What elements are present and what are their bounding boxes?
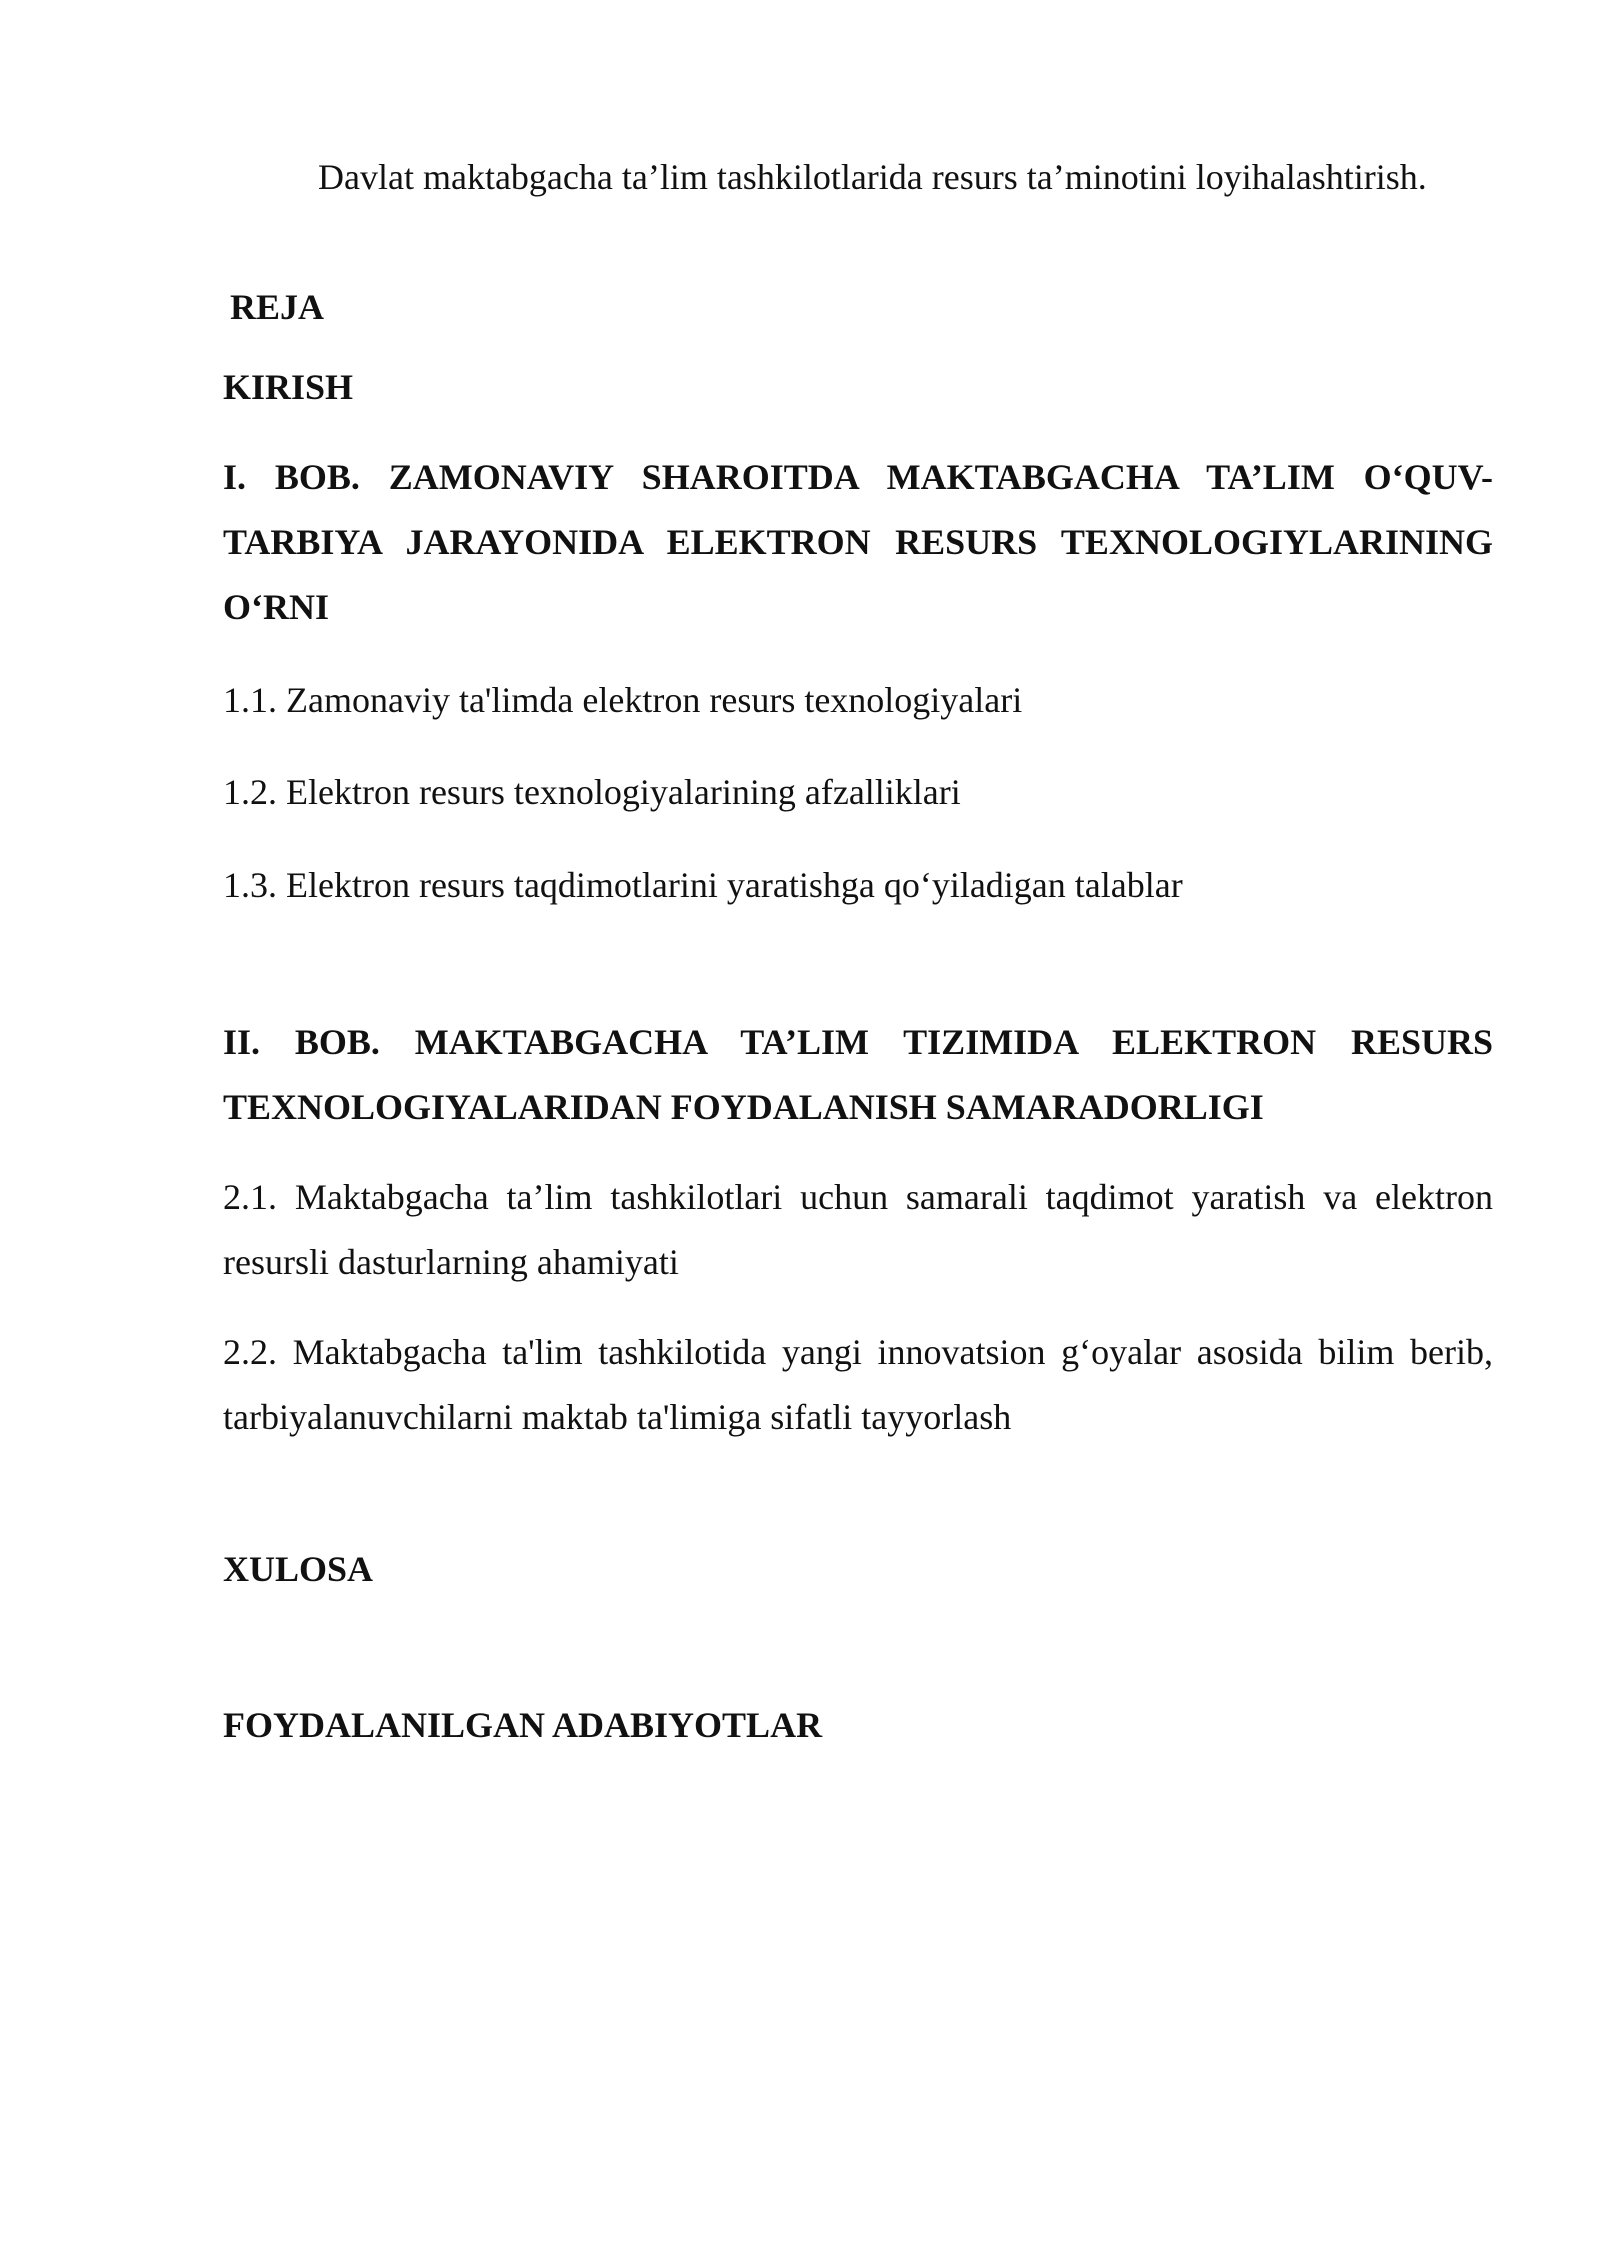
references-heading: FOYDALANILGAN ADABIYOTLAR <box>223 1705 823 1745</box>
chapter-1-item-2: 1.2. Elektron resurs texnologiyalarining afzalliklari <box>223 772 961 812</box>
intro-heading: KIRISH <box>223 367 354 407</box>
chapter-1-heading: I. BOB. ZAMONAVIY SHAROITDA MAKTABGACHA TA’LIM O‘QUV-TARBIYA JARAYONIDA ELEKTRON RESURS TEXNOLOGIYLARINING O‘RNI <box>223 457 1493 627</box>
conclusion-heading: XULOSA <box>223 1549 374 1589</box>
chapter-1-item-1: 1.1. Zamonaviy ta'limda elektron resurs texnologiyalari <box>223 680 1023 720</box>
chapter-2-heading: II. BOB. MAKTABGACHA TA’LIM TIZIMIDA ELEKTRON RESURS TEXNOLOGIYALARIDAN FOYDALANISH SAMARADORLIGI <box>223 1022 1493 1127</box>
chapter-1-item-3: 1.3. Elektron resurs taqdimotlarini yaratishga qo‘yiladigan talablar <box>223 865 1183 905</box>
document-title: Davlat maktabgacha ta’lim tashkilotlarida resurs ta’minotini loyihalashtirish. <box>318 157 1427 197</box>
plan-heading: REJA <box>230 287 325 327</box>
chapter-2-item-2: 2.2. Maktabgacha ta'lim tashkilotida yangi innovatsion g‘oyalar asosida bilim berib, tarbiyalanuvchilarni maktab ta'limiga sifatli tayyorlash <box>223 1332 1493 1437</box>
chapter-2-item-1: 2.1. Maktabgacha ta’lim tashkilotlari uchun samarali taqdimot yaratish va elektron resursli dasturlarning ahamiyati <box>223 1177 1493 1282</box>
